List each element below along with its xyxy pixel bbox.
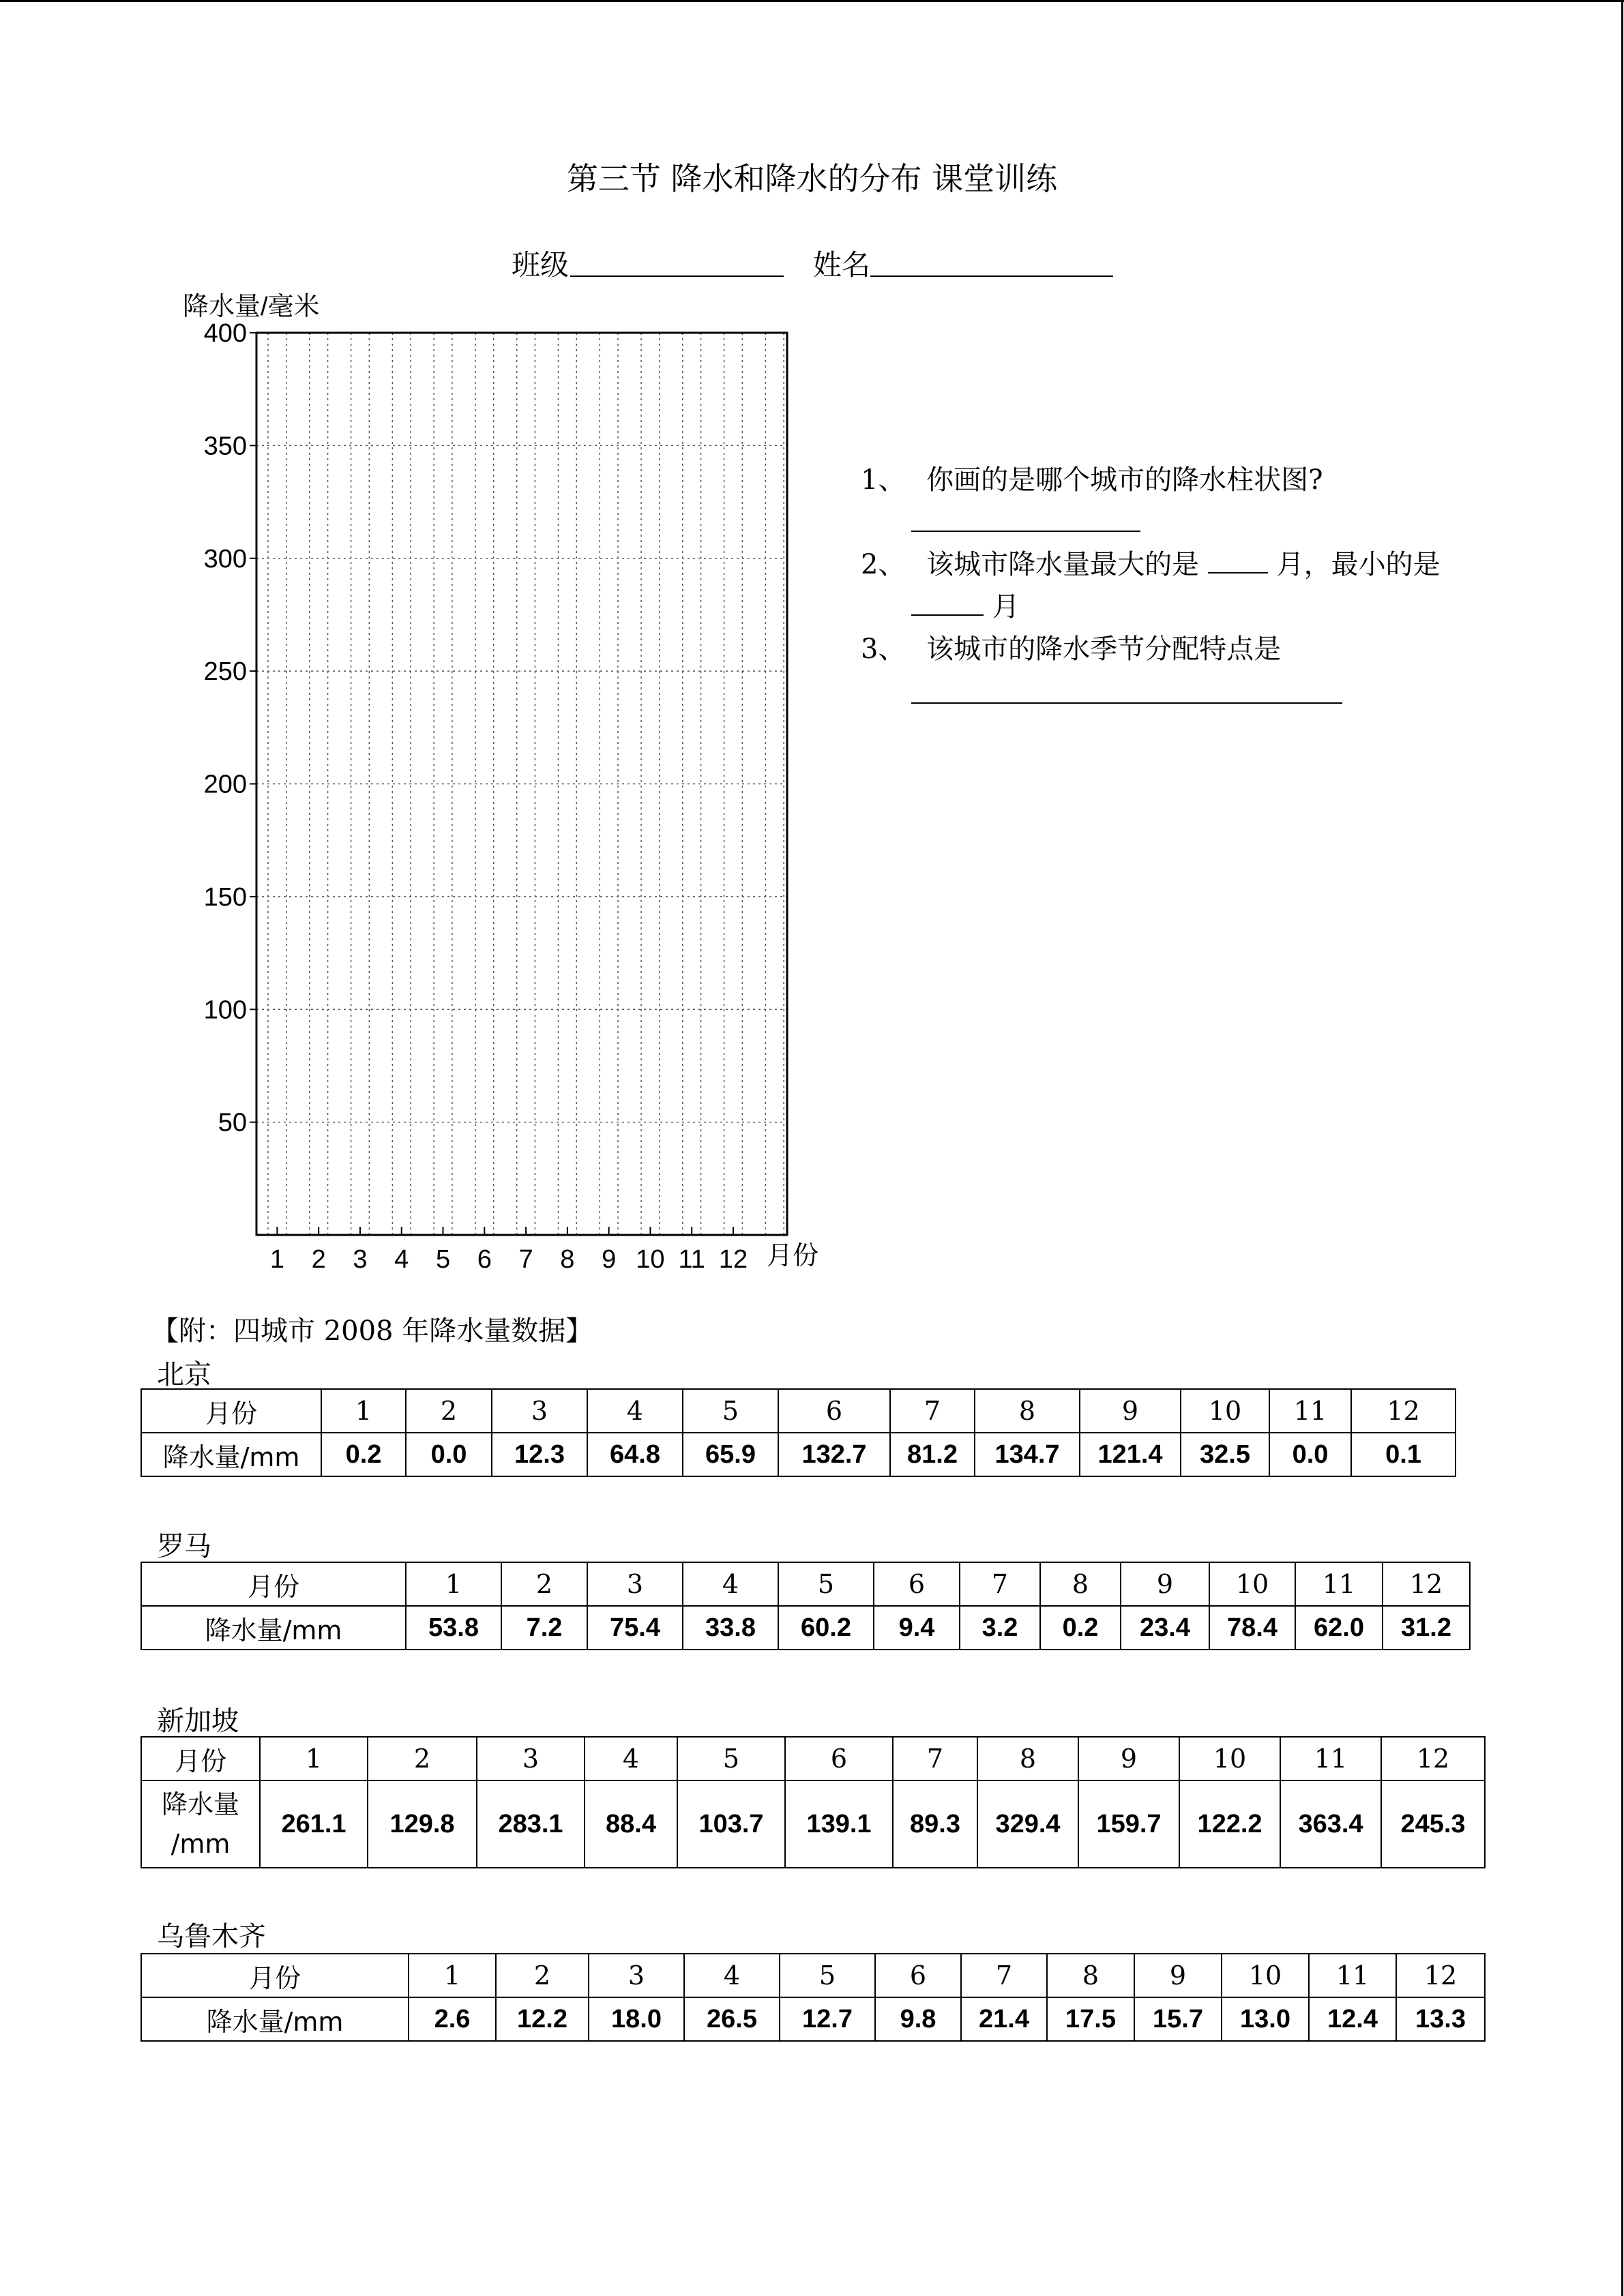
question-2-max-blank[interactable] xyxy=(1208,548,1268,573)
month-cell: 9 xyxy=(1078,1737,1179,1780)
month-cell: 12 xyxy=(1351,1389,1456,1433)
y-tick-label: 400 xyxy=(203,319,247,348)
value-cell: 0.1 xyxy=(1351,1433,1456,1476)
value-cell: 261.1 xyxy=(260,1780,368,1868)
x-axis-ticks xyxy=(270,1227,748,1274)
urumqi-table xyxy=(141,1953,1486,2042)
month-cell: 5 xyxy=(780,1954,875,1997)
class-label: 班级 xyxy=(512,248,570,282)
y-tick-label: 150 xyxy=(203,882,247,912)
month-cell: 9 xyxy=(1121,1562,1209,1606)
y-tick-label: 50 xyxy=(218,1108,247,1137)
month-cell: 1 xyxy=(260,1737,368,1780)
city-name-urumqi: 乌鲁木齐 xyxy=(157,1921,266,1952)
month-cell: 11 xyxy=(1280,1737,1381,1780)
table-header-precip: 降水量/mm xyxy=(141,1997,409,2041)
month-cell: 8 xyxy=(1047,1954,1134,1997)
value-cell: 159.7 xyxy=(1078,1780,1179,1868)
month-cell: 6 xyxy=(778,1389,890,1433)
value-cell: 0.2 xyxy=(321,1433,406,1476)
month-cell: 7 xyxy=(890,1389,975,1433)
value-cell: 62.0 xyxy=(1295,1606,1383,1650)
month-cell: 12 xyxy=(1396,1954,1485,1997)
month-cell: 6 xyxy=(874,1562,960,1606)
month-cell: 3 xyxy=(477,1737,585,1780)
x-tick-label: 8 xyxy=(560,1245,575,1274)
table-header-precip-line2: /mm xyxy=(171,1829,231,1859)
month-cell: 10 xyxy=(1222,1954,1309,1997)
value-cell: 129.8 xyxy=(368,1780,477,1868)
appendix-title: 【附：四城市 2008 年降水量数据】 xyxy=(151,1315,593,1347)
value-cell: 78.4 xyxy=(1209,1606,1295,1650)
x-tick-label: 11 xyxy=(678,1245,705,1274)
value-cell: 13.3 xyxy=(1396,1997,1485,2041)
value-cell: 21.4 xyxy=(961,1997,1047,2041)
month-cell: 10 xyxy=(1209,1562,1295,1606)
month-cell: 12 xyxy=(1383,1562,1470,1606)
question-3-text: 该城市的降水季节分配特点是 xyxy=(926,633,1282,665)
table-header-precip-line1: 降水量 xyxy=(161,1789,239,1819)
x-tick-label: 1 xyxy=(269,1245,284,1274)
month-cell: 1 xyxy=(406,1562,501,1606)
x-tick-label: 5 xyxy=(435,1245,451,1274)
x-tick-label: 4 xyxy=(394,1245,409,1274)
value-cell: 23.4 xyxy=(1121,1606,1209,1650)
value-cell: 60.2 xyxy=(778,1606,874,1650)
value-cell: 0.0 xyxy=(406,1433,492,1476)
x-tick-label: 6 xyxy=(477,1245,492,1274)
value-cell: 89.3 xyxy=(893,1780,977,1868)
y-tick-label: 250 xyxy=(203,657,247,687)
month-cell: 7 xyxy=(960,1562,1040,1606)
month-cell: 1 xyxy=(409,1954,496,1997)
table-header-month: 月份 xyxy=(141,1389,321,1433)
value-cell: 75.4 xyxy=(587,1606,683,1650)
month-cell: 4 xyxy=(585,1737,677,1780)
value-cell: 122.2 xyxy=(1179,1780,1280,1868)
value-cell: 81.2 xyxy=(890,1433,975,1476)
question-2-text-b: 月，最小的是 xyxy=(1276,549,1441,580)
value-cell: 12.4 xyxy=(1309,1997,1396,2041)
month-cell: 3 xyxy=(492,1389,587,1433)
city-name-rome: 罗马 xyxy=(157,1531,211,1562)
y-tick-label: 200 xyxy=(203,770,247,799)
value-cell: 88.4 xyxy=(585,1780,677,1868)
x-tick-label: 9 xyxy=(602,1245,617,1274)
month-cell: 8 xyxy=(1040,1562,1121,1606)
table-header-precip: 降水量/mm xyxy=(141,1606,406,1650)
value-cell: 0.2 xyxy=(1040,1606,1121,1650)
value-cell: 121.4 xyxy=(1080,1433,1181,1476)
y-tick-label: 100 xyxy=(203,996,247,1025)
value-cell: 9.8 xyxy=(875,1997,961,2041)
value-cell: 31.2 xyxy=(1383,1606,1470,1650)
month-cell: 5 xyxy=(677,1737,785,1780)
question-1-number: 1、 xyxy=(861,464,906,496)
rome-table xyxy=(141,1562,1471,1650)
question-1-text: 你画的是哪个城市的降水柱状图? xyxy=(926,464,1323,496)
x-tick-label: 3 xyxy=(353,1245,368,1274)
question-3 xyxy=(861,627,1281,666)
value-cell: 26.5 xyxy=(684,1997,780,2041)
x-tick-label: 10 xyxy=(636,1245,665,1274)
month-cell: 11 xyxy=(1269,1389,1351,1433)
question-2-text-c: 月 xyxy=(992,591,1020,623)
month-cell: 7 xyxy=(961,1954,1047,1997)
value-cell: 245.3 xyxy=(1381,1780,1485,1868)
month-cell: 2 xyxy=(496,1954,589,1997)
question-3-blank[interactable] xyxy=(911,702,1342,704)
month-cell: 7 xyxy=(893,1737,977,1780)
value-cell: 363.4 xyxy=(1280,1780,1381,1868)
month-cell: 2 xyxy=(406,1389,492,1433)
value-cell: 134.7 xyxy=(975,1433,1080,1476)
table-header-month: 月份 xyxy=(141,1737,260,1780)
city-name-beijing: 北京 xyxy=(157,1359,211,1390)
month-cell: 5 xyxy=(778,1562,874,1606)
name-label: 姓名 xyxy=(813,248,871,282)
value-cell: 64.8 xyxy=(587,1433,683,1476)
question-3-number: 3、 xyxy=(861,633,906,665)
table-header-month: 月份 xyxy=(141,1954,409,1997)
value-cell: 18.0 xyxy=(589,1997,684,2041)
value-cell: 3.2 xyxy=(960,1606,1040,1650)
value-cell: 283.1 xyxy=(477,1780,585,1868)
value-cell: 329.4 xyxy=(977,1780,1078,1868)
chart-grid xyxy=(256,333,787,1235)
value-cell: 7.2 xyxy=(501,1606,587,1650)
month-cell: 6 xyxy=(785,1737,893,1780)
value-cell: 2.6 xyxy=(409,1997,496,2041)
month-cell: 8 xyxy=(975,1389,1080,1433)
question-2-min-blank[interactable] xyxy=(911,590,984,616)
month-cell: 5 xyxy=(683,1389,778,1433)
month-cell: 11 xyxy=(1295,1562,1383,1606)
city-name-singapore: 新加坡 xyxy=(157,1705,239,1737)
month-cell: 9 xyxy=(1134,1954,1222,1997)
y-axis-ticks xyxy=(204,319,256,1137)
value-cell: 32.5 xyxy=(1181,1433,1269,1476)
value-cell: 65.9 xyxy=(683,1433,778,1476)
month-cell: 1 xyxy=(321,1389,406,1433)
month-cell: 2 xyxy=(501,1562,587,1606)
month-cell: 4 xyxy=(587,1389,683,1433)
value-cell: 53.8 xyxy=(406,1606,501,1650)
value-cell: 12.7 xyxy=(780,1997,875,2041)
value-cell: 33.8 xyxy=(683,1606,778,1650)
month-cell: 11 xyxy=(1309,1954,1396,1997)
month-cell: 3 xyxy=(587,1562,683,1606)
value-cell: 12.3 xyxy=(492,1433,587,1476)
value-cell: 139.1 xyxy=(785,1780,893,1868)
month-cell: 9 xyxy=(1080,1389,1181,1433)
table-header-precip: 降水量/mm xyxy=(141,1433,321,1476)
x-tick-label: 7 xyxy=(518,1245,533,1274)
month-cell: 6 xyxy=(875,1954,961,1997)
question-2-continued xyxy=(911,585,1020,624)
month-cell: 3 xyxy=(589,1954,684,1997)
question-2 xyxy=(861,543,1441,582)
month-cell: 2 xyxy=(368,1737,477,1780)
month-cell: 8 xyxy=(977,1737,1078,1780)
question-1-blank[interactable] xyxy=(911,531,1140,532)
table-header-month: 月份 xyxy=(141,1562,406,1606)
value-cell: 0.0 xyxy=(1269,1433,1351,1476)
value-cell: 17.5 xyxy=(1047,1997,1134,2041)
singapore-table xyxy=(141,1736,1486,1868)
value-cell: 9.4 xyxy=(874,1606,960,1650)
y-tick-label: 350 xyxy=(203,432,247,461)
value-cell: 132.7 xyxy=(778,1433,890,1476)
page-title: 第三节 降水和降水的分布 课堂训练 xyxy=(566,160,1058,197)
question-2-text-a: 该城市降水量最大的是 xyxy=(926,549,1200,580)
plot-frame xyxy=(256,333,787,1235)
value-cell: 15.7 xyxy=(1134,1997,1222,2041)
month-cell: 12 xyxy=(1381,1737,1485,1780)
y-tick-label: 300 xyxy=(203,544,247,573)
x-tick-label: 2 xyxy=(311,1245,326,1274)
beijing-table xyxy=(141,1388,1456,1477)
table-header-precip xyxy=(141,1780,260,1868)
x-tick-label: 12 xyxy=(718,1245,748,1274)
chart-ylabel: 降水量/毫米 xyxy=(183,293,320,321)
month-cell: 4 xyxy=(684,1954,780,1997)
chart-xlabel: 月份 xyxy=(767,1242,819,1270)
value-cell: 103.7 xyxy=(677,1780,785,1868)
month-cell: 10 xyxy=(1179,1737,1280,1780)
value-cell: 13.0 xyxy=(1222,1997,1309,2041)
month-cell: 4 xyxy=(683,1562,778,1606)
question-2-number: 2、 xyxy=(861,549,906,580)
month-cell: 10 xyxy=(1181,1389,1269,1433)
question-1 xyxy=(861,458,1323,497)
value-cell: 12.2 xyxy=(496,1997,589,2041)
